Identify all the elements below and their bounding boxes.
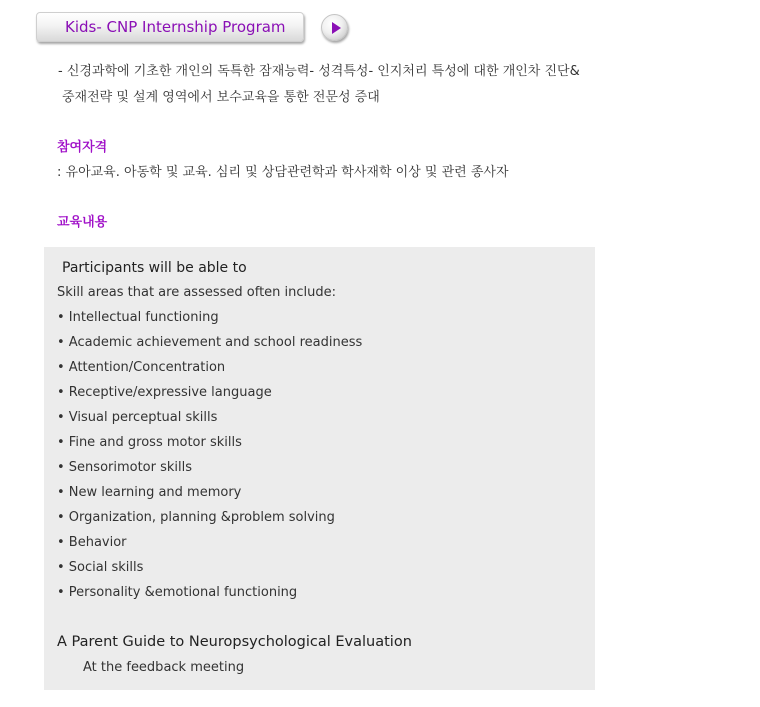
skill-item: • Personality &emotional functioning — [57, 585, 298, 600]
skill-item: • Fine and gross motor skills — [57, 435, 242, 450]
skill-item: • Receptive/expressive language — [57, 385, 272, 400]
skill-item: • Attention/Concentration — [57, 360, 226, 375]
content-heading: 교육내용 — [57, 215, 108, 230]
skill-item: • Organization, planning &problem solving — [57, 510, 335, 525]
skill-item: • Social skills — [57, 560, 144, 575]
skill-item: • Visual perceptual skills — [57, 410, 218, 425]
eligibility-heading: 참여자격 — [57, 140, 108, 155]
program-title: Kids- CNP Internship Program — [65, 18, 286, 36]
skill-item: • Sensorimotor skills — [57, 460, 193, 475]
panel-title: Participants will be able to — [62, 260, 247, 276]
skill-item: • Academic achievement and school readiness — [57, 335, 363, 350]
panel-subtitle: Skill areas that are assessed often include: — [57, 285, 337, 300]
intro-line-1: - 신경과학에 기초한 개인의 독특한 잠재능력- 성격특성- 인지처리 특성에 대한 개인차 진단& — [58, 64, 580, 79]
skill-item: • Behavior — [57, 535, 127, 550]
play-icon — [332, 22, 341, 34]
skill-item: • Intellectual functioning — [57, 310, 219, 325]
skill-item: • New learning and memory — [57, 485, 242, 500]
eligibility-text: : 유아교육. 아동학 및 교육. 심리 및 상담관련학과 학사재학 이상 및 관련 종사자 — [57, 165, 509, 180]
intro-line-2: 중재전략 및 설계 영역에서 보수교육을 통한 전문성 증대 — [62, 90, 380, 105]
content-panel — [44, 247, 595, 690]
play-button[interactable] — [321, 14, 348, 41]
program-title-tab — [36, 12, 304, 42]
guide-title: A Parent Guide to Neuropsychological Evaluation — [57, 634, 412, 650]
guide-subtitle: At the feedback meeting — [83, 660, 245, 675]
